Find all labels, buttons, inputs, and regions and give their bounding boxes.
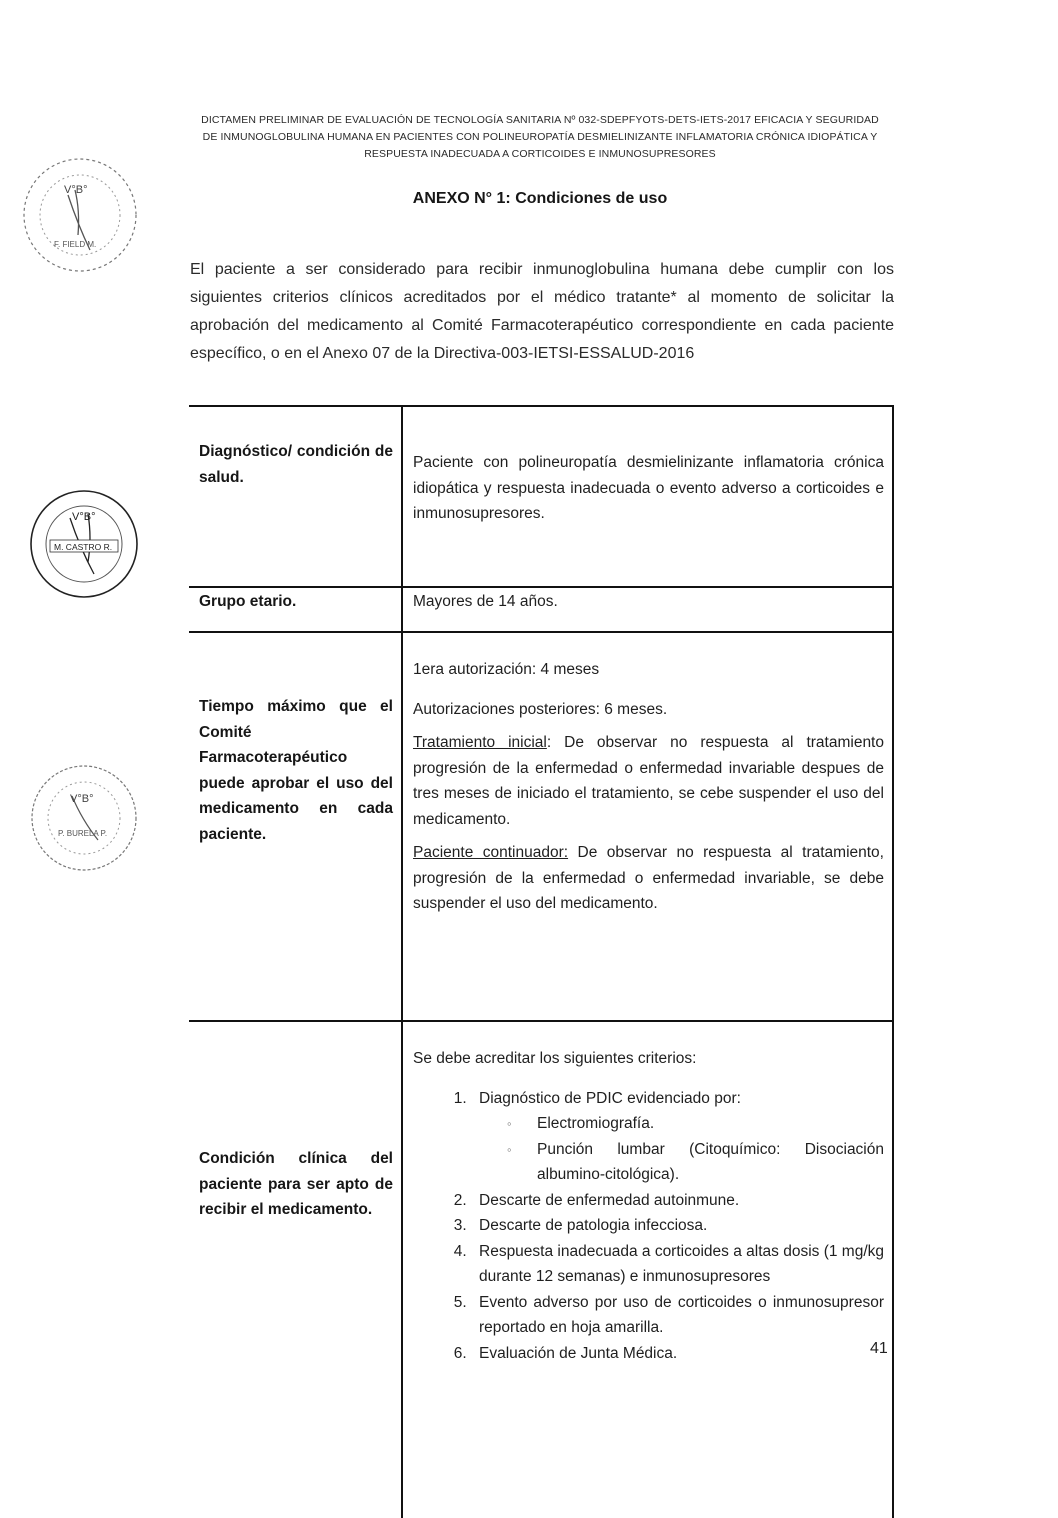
list-item: 6. Evaluación de Junta Médica. [471,1341,884,1367]
seal-1-bottom-text: F. FIELD M. [54,240,97,249]
clinical-condition-label: Condición clínica del paciente para ser apto de recibir el medicamento. [189,1021,402,1518]
conditions-table [189,405,894,1518]
table-row-max-time [189,632,893,1021]
later-authorizations: Autorizaciones posteriores: 6 meses. [413,700,668,718]
age-group-label: Grupo etario. [189,587,402,632]
approval-seal-1 [20,155,140,275]
header-line-3: RESPUESTA INADECUADA A CORTICOIDES E INMUNOSUPRESORES [364,148,716,160]
criteria-intro: Se debe acreditar los siguientes criterios: [413,1050,697,1067]
header-line-1: DICTAMEN PRELIMINAR DE EVALUACIÓN DE TECNOLOGÍA SANITARIA Nº 032-SDEPFYOTS-DETS-IETS-2017 EFICACIA Y SEGURIDAD [201,114,879,126]
diagnosis-value: Paciente con polineuropatía desmielinizante inflamatoria crónica idiopática y respuesta inadecuada o evento adverso a corticoides e inmunosupresores. [402,406,893,587]
page-number: 41 [870,1340,888,1357]
annex-title-number: ANEXO N° 1 [412,190,506,207]
annex-title [190,190,890,208]
age-group-value: Mayores de 14 años. [402,587,893,632]
header-line-2: DE INMUNOGLOBULINA HUMANA EN PACIENTES CON POLINEUROPATÍA DESMIELINIZANTE INFLAMATORIA CRÓNICA IDIOPÁTICA Y [202,131,878,143]
initial-treatment-paragraph [413,730,884,832]
list-item: 5. Evento adverso por uso de corticoides o inmunosupresor reportado en hoja amarilla. [471,1290,884,1341]
continuing-patient-label: Paciente continuador: [413,844,569,861]
seal-2-bottom-text: M. CASTRO R. [54,542,113,552]
clinical-condition-value [402,1021,893,1518]
sub-item-emg: ◦ Electromiografía. [537,1111,884,1137]
list-item: 3. Descarte de patologia infecciosa. [471,1213,884,1239]
seal-2-graphic [28,488,140,600]
list-item: 4. Respuesta inadecuada a corticoides a altas dosis (1 mg/kg durante 12 semanas) e inmunosupresores [471,1239,884,1290]
initial-treatment-text: : De observar no respuesta al tratamiento progresión de la enfermedad o enfermedad invariable despues de tres meses de iniciado el tratamiento, se cebe suspender el uso del medicamento. [413,734,884,828]
continuing-patient-paragraph [413,840,884,917]
seal-2-top-text: V°B° [72,511,96,523]
seal-3-bottom-text: P. BURELA P. [58,829,108,838]
criterion-1: Diagnóstico de PDIC evidenciado por: [479,1089,741,1107]
criteria-list [413,1086,884,1367]
table-row-clinical-condition [189,1021,893,1518]
seal-3-graphic [28,762,140,874]
continuing-patient-text: De observar no respuesta al tratamiento, progresión de la enfermedad o enfermedad invariable, se debe suspender el uso del medicamento. [413,844,884,912]
first-authorization: 1era autorización: 4 meses [413,661,600,678]
approval-seal-3 [28,762,140,874]
approval-seal-2 [28,488,140,600]
table-row-age-group [189,587,893,632]
initial-treatment-label: Tratamiento inicial [413,734,547,751]
max-time-label: Tiempo máximo que el Comité Farmacoterapéutico puede aprobar el uso del medicamento en cada paciente. [189,632,402,1021]
seal-1-top-text: V°B° [64,184,88,196]
criterion-1-sublist [479,1111,884,1188]
table-row-diagnosis [189,406,893,587]
list-item [471,1086,884,1188]
sub-item-lumbar-puncture: ◦ Punción lumbar (Citoquímico: Disociación albumino-citológica). [537,1137,884,1188]
seal-1-graphic [20,155,140,275]
seal-3-top-text: V°B° [70,793,94,805]
annex-title-rest: : Condiciones de uso [505,190,668,207]
diagnosis-label: Diagnóstico/ condición de salud. [189,406,402,587]
max-time-value [402,632,893,1021]
list-item: 2. Descarte de enfermedad autoinmune. [471,1188,884,1214]
intro-paragraph: El paciente a ser considerado para recibir inmunoglobulina humana debe cumplir con los siguientes criterios clínicos acreditados por el médico tratante* al momento de solicitar la aprobación del medicamento al Comité Farmacoterapéutico correspondiente en cada paciente específico, o en el Anexo 07 de la Directiva-003-IETSI-ESSALUD-2016 [190,261,894,362]
document-header [190,112,890,163]
